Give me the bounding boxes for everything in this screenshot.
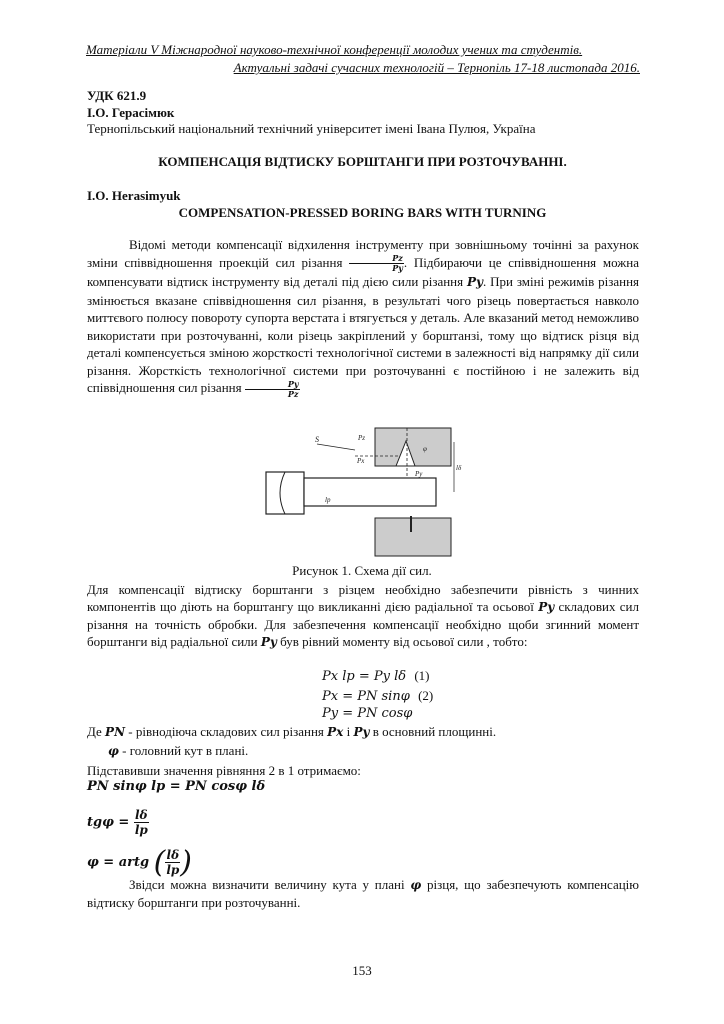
label-ld: lδ bbox=[456, 464, 462, 472]
paragraph-1: Відомі методи компенсації відхилення інструменту при зовнішньому точінні за рахунок зміни співвідношення проекцій сил різання $\frac{Pz}{Py}$ . Підбираючи це співвідношення можна компенсувати відтиск інструменту від деталі під дією сили різання Py. При зміні режимів різання змінюється вказане співвідношення сил різання, в результаті чого різець повертається навколо миттєвого полюсу повороту супорта верстата і втягується у деталь. Але вказаний метод неможливо використати при розточуванні, коли різець закріплений у борштанзі, тому що відтиск різця від деталі компенсується зміною жорсткості технологічної системи в залежності від напрямку дії сили різання. Жорсткість технологічної системи при розточуванні є постійною і не залежить від співвідношення сил різання $\frac{Py}{Pz}$ bbox=[87, 237, 640, 399]
udk-code: УДК 621.9 bbox=[87, 88, 147, 103]
label-lp: lp bbox=[325, 496, 331, 504]
label-s: S bbox=[315, 435, 319, 444]
phi-symbol: φ bbox=[410, 878, 422, 892]
author-ua: І.О. Герасімюк bbox=[87, 105, 175, 120]
definition-pn: Де PN - рівнодіюча складових сил різання Px і Py в основний площинні. bbox=[87, 724, 497, 739]
py-symbol: Py bbox=[538, 600, 555, 614]
label-phi: φ bbox=[423, 445, 427, 453]
author-en: I.O. Herasimyuk bbox=[87, 188, 181, 203]
figure-caption: Рисунок 1. Схема дії сил. bbox=[292, 563, 432, 578]
conference-header-line1: Матеріали V Міжнародної науково-технічної конференції молодих учених та студентів. bbox=[86, 42, 583, 57]
equation-2: Px = PN sinφ (2) bbox=[322, 688, 434, 704]
page-number: 153 bbox=[352, 963, 372, 978]
equation-1: Px lp = Py lδ (1) bbox=[322, 668, 430, 684]
paragraph-3: Звідси можна визначити величину кута у плані φ різця, що забезпечують компенсацію відтиску борштанги при розточуванні. bbox=[87, 877, 640, 910]
feed-arrow bbox=[317, 444, 355, 450]
substitution-line: Підставивши значення рівняння 2 в 1 отримаємо: bbox=[87, 763, 361, 778]
label-pz: Pz bbox=[358, 434, 365, 442]
ratio-pz-py: $\frac{Pz}{Py}$ bbox=[349, 254, 404, 273]
title-ua: КОМПЕНСАЦІЯ ВІДТИСКУ БОРШТАНГИ ПРИ РОЗТОЧУВАННІ. bbox=[158, 154, 567, 169]
equation-phi: φ = artg ( $\frac{l\delta}{lp}$ ) bbox=[87, 845, 192, 880]
py-symbol: Py bbox=[467, 275, 483, 290]
label-px: Px bbox=[357, 457, 365, 465]
equation-3: Py = PN cosφ bbox=[322, 706, 413, 721]
definition-phi: φ - головний кут в плані. bbox=[108, 743, 249, 758]
paragraph-2: Для компенсації відтиску борштанги з різцем необхідно забезпечити рівність з чинних компонентів що діють на борштангу що викликанні дією радіальної та осьової Py складових сил різання на точність обробки. Для забезпечення компенсації необхідно щоби згинний момент борштанги від радіальної сили Py був рівний моменту від осьової сили , тобто: bbox=[87, 582, 639, 649]
equation-tg-phi: tgφ = $\frac{l\delta}{lp}$ bbox=[87, 808, 148, 837]
ratio-py-pz: $\frac{Py}{Pz}$ bbox=[245, 380, 300, 399]
label-py: Py bbox=[415, 470, 423, 478]
equation-combined: PN sinφ lp = PN cosφ lδ bbox=[87, 779, 266, 794]
affiliation: Тернопільський національний технічний університет імені Івана Пулюя, Україна bbox=[87, 121, 536, 136]
workpiece-bottom bbox=[375, 518, 451, 556]
conference-header-line2: Актуальні задачі сучасних технологій – Тернопіль 17-18 листопада 2016. bbox=[233, 60, 640, 75]
force-scheme-figure bbox=[265, 426, 465, 558]
phi-symbol: φ bbox=[108, 744, 119, 758]
py-symbol: Py bbox=[260, 635, 277, 649]
title-en: COMPENSATION-PRESSED BORING BARS WITH TURNING bbox=[178, 205, 547, 220]
boring-bar bbox=[304, 478, 436, 506]
spindle-body bbox=[266, 472, 304, 514]
